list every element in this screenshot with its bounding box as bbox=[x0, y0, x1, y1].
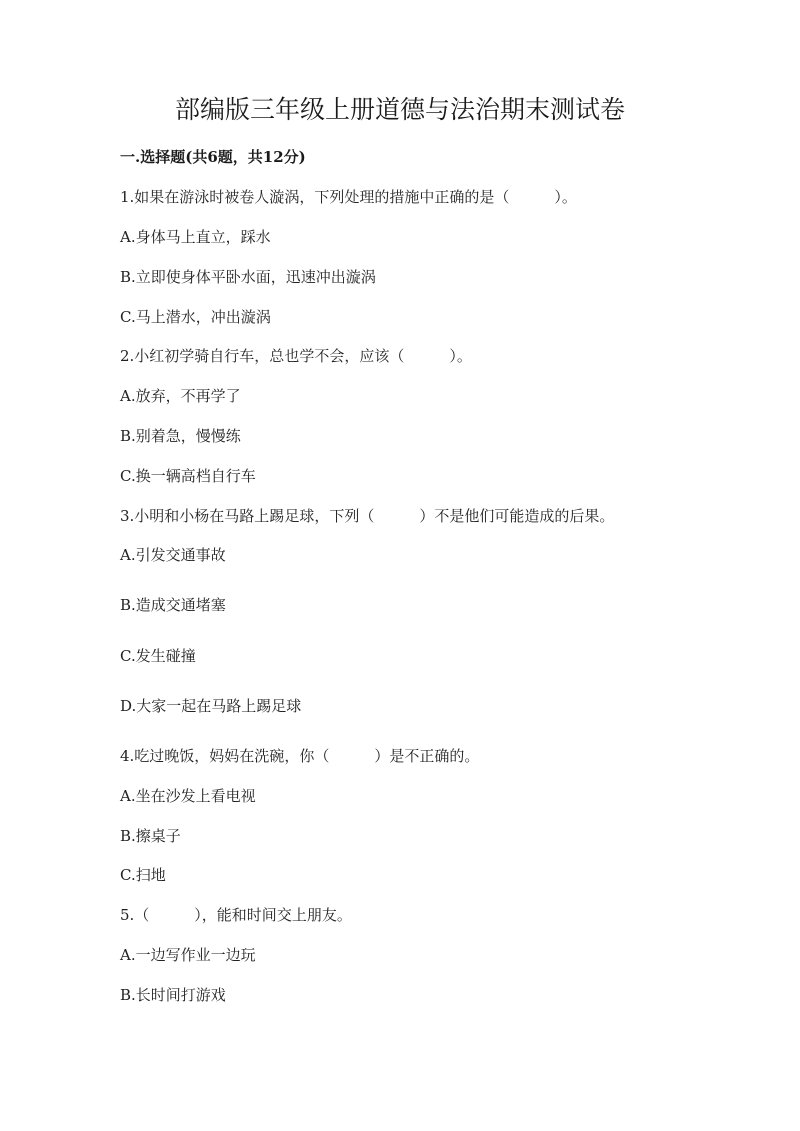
question-4-option-b: B.擦桌子 bbox=[120, 827, 181, 845]
question-1-option-a: A.身体马上直立，踩水 bbox=[120, 228, 271, 246]
question-2-option-b: B.别着急，慢慢练 bbox=[120, 427, 241, 445]
question-4-option-a: A.坐在沙发上看电视 bbox=[120, 787, 256, 805]
question-5-option-a: A.一边写作业一边玩 bbox=[120, 946, 256, 964]
question-1-option-c: C.马上潜水，冲出漩涡 bbox=[120, 308, 271, 326]
question-2-option-c: C.换一辆高档自行车 bbox=[120, 467, 256, 485]
question-1-option-b: B.立即使身体平卧水面，迅速冲出漩涡 bbox=[120, 268, 376, 286]
question-5-option-b: B.长时间打游戏 bbox=[120, 986, 226, 1004]
question-5-stem: 5.（ ），能和时间交上朋友。 bbox=[120, 906, 352, 924]
question-3-option-d: D.大家一起在马路上踢足球 bbox=[120, 697, 302, 715]
section-heading: 一.选择题(共6题，共12分) bbox=[120, 148, 306, 166]
page-title: 部编版三年级上册道德与法治期末测试卷 bbox=[174, 95, 625, 124]
question-3-option-b: B.造成交通堵塞 bbox=[120, 596, 226, 614]
question-4-option-c: C.扫地 bbox=[120, 866, 166, 884]
question-2-option-a: A.放弃，不再学了 bbox=[120, 387, 241, 405]
question-3-stem: 3.小明和小杨在马路上踢足球，下列（ ）不是他们可能造成的后果。 bbox=[120, 507, 615, 525]
question-1-stem: 1.如果在游泳时被卷人漩涡，下列处理的措施中正确的是（ ）。 bbox=[120, 188, 577, 206]
question-3-option-a: A.引发交通事故 bbox=[120, 546, 226, 564]
question-3-option-c: C.发生碰撞 bbox=[120, 647, 196, 665]
question-2-stem: 2.小红初学骑自行车，总也学不会，应该（ ）。 bbox=[120, 347, 472, 365]
question-4-stem: 4.吃过晚饭，妈妈在洗碗，你（ ）是不正确的。 bbox=[120, 747, 480, 765]
